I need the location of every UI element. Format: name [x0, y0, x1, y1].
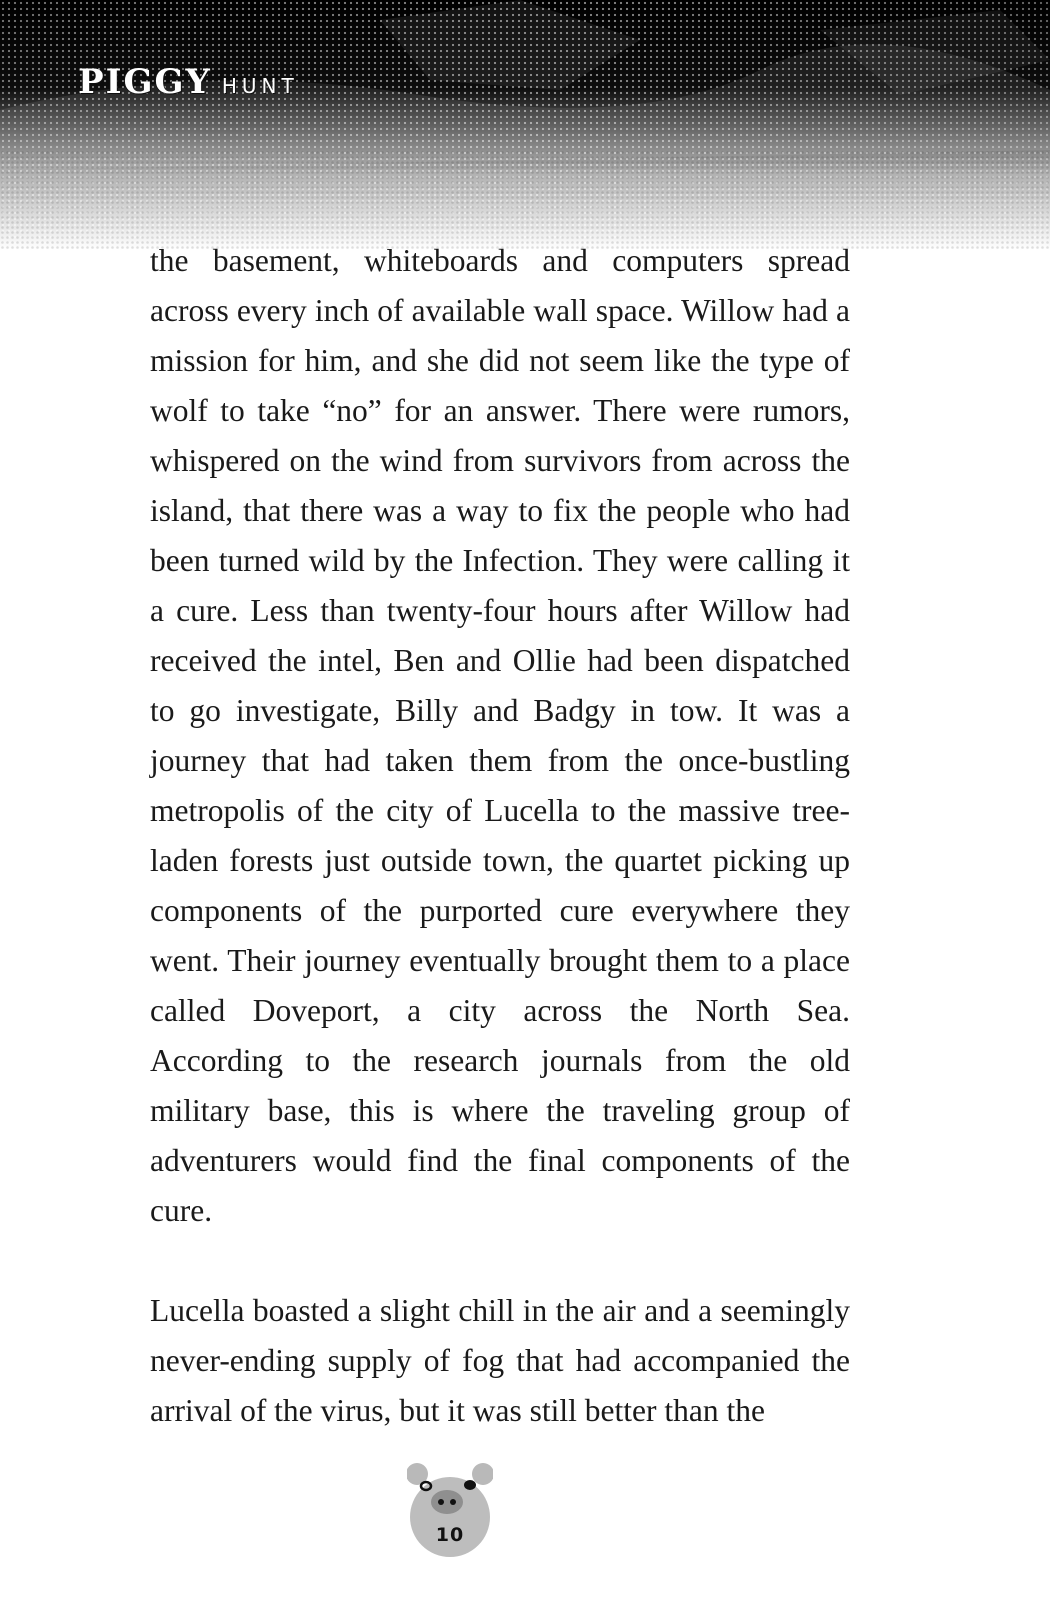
pig-face-icon — [407, 1462, 493, 1562]
halftone-header-background — [0, 0, 1050, 250]
page-number: 10 — [435, 1524, 465, 1546]
running-head-title: PIGGY — [78, 62, 212, 102]
page-body-text — [150, 236, 850, 1436]
page-folio — [407, 1462, 493, 1562]
running-head-subtitle: HUNT — [221, 74, 299, 98]
running-head — [78, 62, 299, 102]
paragraph: the basement, whiteboards and computers spread across every inch of available wall space. Willow had a mission for him, and she did not seem like the type of wolf to take “no” for an answer. There were rumors, whispered on the wind from survivors from across the island, that there was a way to fix the people who had been turned wild by the Infection. They were calling it a cure. Less than twenty-four hours after Willow had received the intel, Ben and Ollie had been dispatched to go investigate, Billy and Badgy in tow. It was a journey that had taken them from the once-bustling metropolis of the city of Lucella to the massive tree-laden forests just outside town, the quartet picking up components of the purported cure everywhere they went. Their journey eventually brought them to a place called Doveport, a city across the North Sea. According to the research journals from the old military base, this is where the traveling group of adventurers would find the final components of the cure. — [150, 243, 850, 1228]
page-header — [0, 0, 1050, 250]
paragraph: Lucella boasted a slight chill in the air and a seemingly never-ending supply of fog that had accompanied the arrival of the virus, but it was still better than the — [150, 1293, 850, 1428]
